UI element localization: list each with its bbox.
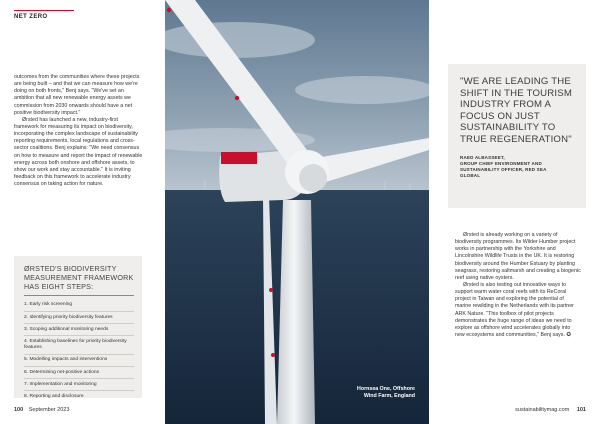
framework-steps-title: ØRSTED'S BIODIVERSITY MEASUREMENT FRAMEWORK HAS EIGHT STEPS: bbox=[24, 264, 134, 296]
site-url[interactable]: sustainabilitymag.com bbox=[515, 407, 570, 413]
framework-steps-list bbox=[24, 300, 134, 403]
framework-steps-box bbox=[14, 256, 142, 398]
left-paragraph-1: outcomes from the communities where these projects are being built – and that we can measure how we're doing on both fronts," Benj says. "We've set an ambition that all new renewable energy assets we commission from 2030 onwards should have a net positive biodiversity impact." bbox=[14, 74, 140, 116]
framework-step: 4. Establishing baselines for priority biodiversity features bbox=[24, 336, 134, 355]
right-paragraph-1: Ørsted is already working on a variety of biodiversity programmes. Its Wilder Humber project works in partnership with the Yorkshire and Lincolnshire Wildlife Trusts in the UK. It is restoring biodiversity around the Humber Estuary by planting seagrass, restoring saltmarsh and creating a biogenic reef using native oysters. bbox=[455, 232, 581, 281]
framework-step: 1. Early risk screening bbox=[24, 300, 134, 312]
quote-attribution-role: GROUP CHIEF ENVIRONMENT AND SUSTAINABILITY OFFICER, RED SEA GLOBAL bbox=[460, 161, 547, 179]
blade-marker bbox=[235, 96, 239, 100]
pull-quote-text: "WE ARE LEADING THE SHIFT IN THE TOURISM INDUSTRY FROM A FOCUS ON JUST SUSTAINABILITY TO TRUE REGENERATION" bbox=[460, 76, 573, 145]
blade-marker bbox=[271, 353, 275, 357]
right-article-column bbox=[455, 232, 581, 339]
quote-attribution-name: RAED ALBASSEET, bbox=[460, 155, 505, 160]
framework-step: 7. Implementation and monitoring bbox=[24, 379, 134, 391]
wind-turbine-photo bbox=[165, 0, 429, 424]
left-article-column bbox=[14, 74, 144, 188]
issue-date: September 2023 bbox=[28, 407, 70, 413]
right-folio bbox=[515, 407, 586, 413]
framework-step: 8. Reporting and disclosure bbox=[24, 393, 84, 399]
right-paragraph-2: Ørsted is also testing out innovative ways to support warm water coral reefs with its ReCoral project in Taiwan and exploring the potential of marine rewilding in the Netherlands with its partner ARK Nature. "This toolbox of pilot projects demonstrates the huge range of ideas we need to explore as offshore wind accelerates globally into new ecosystems and communities," Benj says. ✪ bbox=[455, 281, 574, 338]
right-page-number: 101 bbox=[576, 407, 586, 413]
framework-step: 2. Identifying priority biodiversity features bbox=[24, 312, 134, 324]
cloud bbox=[295, 76, 429, 104]
blade-marker bbox=[167, 8, 171, 12]
turbine-hub-shade bbox=[299, 164, 327, 192]
blade-marker bbox=[269, 288, 273, 292]
framework-step: 5. Modelling impacts and interventions bbox=[24, 355, 134, 367]
photo-caption: Hornsea One, Offshore Wind Farm, England bbox=[357, 386, 415, 400]
framework-step: 6. Determining net-positive actions bbox=[24, 367, 134, 379]
turbine-tower bbox=[277, 200, 315, 424]
left-folio bbox=[14, 407, 69, 413]
left-page-number: 100 bbox=[14, 407, 24, 413]
framework-step: 3. Scoping additional monitoring needs bbox=[24, 324, 134, 336]
pull-quote-box bbox=[448, 64, 586, 208]
left-paragraph-2: Ørsted has launched a new, industry-first framework for measuring its impact on biodiversity, incorporating the complex landscape of sustainability reporting requirements, local regulations and cross-sector coalitions. Benj explains: "We need consensus on how to measure and report the impact of renewable energy across both onshore and offshore assets, to show our work and stay accountable." It is inviting feedback on this framework to accelerate industry consensus on taking action for nature. bbox=[14, 116, 143, 188]
nacelle-platform bbox=[221, 152, 257, 164]
section-tag: NET ZERO bbox=[14, 10, 74, 20]
